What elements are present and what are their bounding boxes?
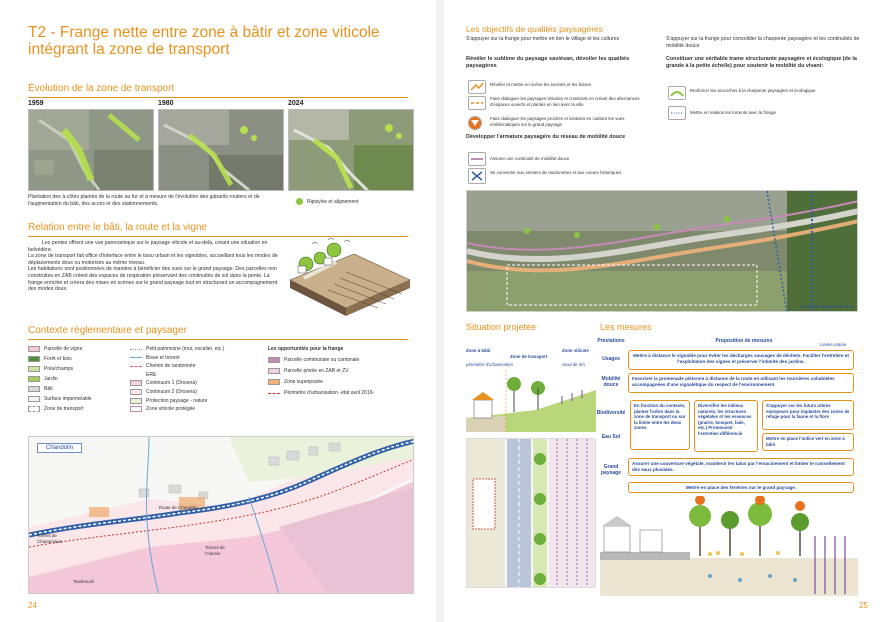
page-gutter [436,0,444,622]
measures-section-illustration [600,496,858,596]
build-item: Mettre en relation les torrents avec la frange [690,110,776,115]
year-2024: 2024 [288,100,304,107]
legend-column-3 [268,346,418,401]
legend-item: Jardin [28,376,148,382]
section-heading-objectifs: Les objectifs de qualités paysagères [466,24,604,34]
legend-item: ERE [146,371,157,378]
green-dot-icon [296,198,303,205]
legend-item: Continuum 2 (Drosera) [130,389,260,395]
develop-item: Se connecter aux sentiers de randonnées et aux coeurs historiques [490,170,622,175]
legend-item: Parcelle privée en ZAB et ZV [268,368,418,374]
section-heading-relation: Relation entre le bâti, la route et la vigne [28,222,408,237]
reveal-item: Faire dialoguer les paysages viticoles et construits en créant des alternances d'espaces ouverts et plantés en lien avec la ville [490,96,640,107]
relation-paragraph: La zone de transport fait office d'interface entre le tissu urbain et les vignobles, accueillant tous les modes de déplacements doux ou motorisés au même niveau. [28,253,278,266]
section-heading-evolution: Évolution de la zone de transport [28,83,408,98]
legend-item: Parcelle communale ou cantonale [268,357,418,363]
page-title: T2 - Frange nette entre zone à bâtir et zone viticole intégrant la zone de transport [28,24,380,58]
row-label-mobilite: Mobilité douce [601,376,621,388]
build-item: Renforcer les accroches à la charpente paysagère et écologique [690,88,816,93]
page-number: 25 [859,601,868,610]
legend-item: Forêt et bois [28,356,148,362]
legend-item: Prés/champs [28,366,148,372]
zone-label: Zone de transport [510,354,548,359]
legend-item: Chemin de randonnée [130,363,260,369]
measure-grand-paysage: Mettre en place des fenêtres sur le grand paysage. [628,482,854,493]
view-icon [468,116,482,130]
map-label-tsanbouze: Tsanbouzé [73,579,95,584]
page-number: 24 [28,601,37,610]
objective-subtitle-right: S'appuyer sur la frange pour consolider la charpente paysagère et les continuités de mobilité douce [666,36,860,49]
develop-title: Développer l'armature paysagère du réseau de mobilité douce [466,134,626,140]
projected-plan [466,438,596,588]
relation-paragraph: Les pentes offrent une vue panoramique sur le paysage viticole et au-delà, créant une situation en belvédère. [28,240,268,253]
mobility-line-icon [468,152,486,166]
section-heading-situation: Situation projetée [466,322,537,332]
year-1980: 1980 [158,100,174,107]
legend-column-2 [130,346,260,415]
objective-subtitle-left: S'appuyer sur la frange pour mettre en lien le village et les cultures [466,36,620,42]
measure-usages: Mettre à distance le vignoble pour éviter les décharges sauvages de déchets. Faciliter l'entretien et l'exploitation des vignes et préserver l'intimité des jardins. [628,350,854,370]
legend-item: Continuum 1 (Drosera) [130,380,260,386]
measure-mobilite: Favoriser la promenade piétonne à distance de la route en utilisant les tournières cohabitées accompagnées d'une signalétique du respect de l'environnement [628,373,854,393]
measure-biodiv-2: Diversifier les milieux naturels, les structures végétales et les essences (prairie, bosquet, haie, etc.) Promouvoir l'entretien différencié [694,400,758,452]
aerial-photo-1980 [158,109,284,191]
legend-item: Protection paysage - nature [130,398,260,404]
legend-item: Petit patrimoine (mur, escalier, etc.) [130,346,260,352]
zone-label: Zone à bâtir [466,348,491,353]
legend-ripisylve: Ripisylve et alignement [296,198,358,205]
map-label-torrent-1: Torrent de Chanterraine [37,533,63,544]
legend-item: Périmètre d'urbanisation -état avril 2019- [268,390,398,396]
slope-block-diagram [284,236,416,318]
col-head-mesures: Proposition de mesures [715,338,773,344]
regulatory-map [28,436,414,594]
left-page [0,0,436,622]
legend-item: Bâti [28,386,148,392]
directive-aerial-map [466,190,858,312]
row-label-grand-paysage: Grand paysage [600,464,621,476]
legend-item: Bisse et torrent [130,355,260,361]
relation-text [28,240,278,293]
torrent-link-icon [668,106,686,120]
evolution-caption: Plantation des à côtés plantés de la route au fur et à mesure de l'évolution des gabarits routiers et de l'augmentation du bâti, des accès et des stationnements. [28,194,260,207]
legend-item: Zone viticole protégée [130,406,260,412]
legend-item: Parcelle de vigne [28,346,148,352]
legend-subtitle: Les opportunités pour la frange [268,346,344,352]
reveal-title: Révéler le sublime du paysage saviésan, dévoiler les qualités paysagères [466,56,630,69]
legend-item: Surface imperméable [28,396,148,402]
row-label-eau-sol: Eau Sol [601,434,621,440]
zone-label: périmètre d'urbanisation [466,362,513,367]
right-page [444,0,880,622]
alternance-icon [468,96,486,110]
legend-item: Zone superposée [268,379,418,385]
section-heading-contexte: Contexte réglementaire et paysager [28,325,408,340]
year-1959: 1959 [28,100,44,107]
measure-biodiv-1: En fonction du contexte, planter l'arbre dans la zone de transport ou sur la limite entre les deux zones [630,400,690,450]
reveal-item: Révéler et mettre en scène les torrents et les bisses [490,82,592,87]
relation-paragraph: Les habitations sont positionnées de manière à bénéficier des vues sur le grand paysage. Des parcelles non construites en ZAB créent des espaces de respiration préservant des continuités de sol dans la pente. La frange enrichie et créera des mises en scènes sur le grand paysage tout en structurant un accompagnement des modes doux. [28,266,278,293]
col-head-prestations: Prestations [597,338,625,344]
measure-biodiv-3: S'appuyer sur les futurs arbres marqueurs pour implanter des zones de refuge pour la faune et la flore [762,400,854,430]
torrent-icon [468,80,486,94]
measure-biodiv-4: Mettre en place l'indice vert en zone à bâtir [762,433,854,451]
aerial-photo-2024 [288,109,414,191]
row-label-biodiversite: Biodiversité [596,410,626,416]
charpente-icon [668,86,686,100]
legend-item: Zone de transport [28,406,148,412]
build-title: Constituer une véritable trame structurante paysagère et écologique (de la grande à la petite échelle) pour soutenir la mobilité du vivant: [666,56,857,69]
zone-label: recul de 3m [562,362,585,367]
measure-eau-sol: Assurer une couverture végétale, maintenir les talus par l'enracinement et limiter le ruissellement des eaux pluviales. [628,458,854,476]
map-label-torrent-2: Torrent de l'Adonie [205,545,225,556]
section-profile [466,370,596,432]
map-label-route: Route de Chandolin [159,505,198,510]
zone-label: Zone viticole [562,348,589,353]
section-heading-mesures: Les mesures [600,322,652,332]
aerial-photo-1959 [28,109,154,191]
connect-arrows-icon [468,168,486,184]
row-label-usages: Usages [602,356,620,362]
legend-lisiere: Lisière prairie [820,342,847,347]
develop-item: Assurer une continuité de mobilité douce [490,156,570,161]
reveal-item: Faire dialoguer les paysages proches et lointains en cadrant les vues emblématiques sur le grand paysage [490,116,625,127]
map-place-label: Chandolin [37,443,82,453]
map-caption: Extrait de l'image directrice [800,304,853,310]
